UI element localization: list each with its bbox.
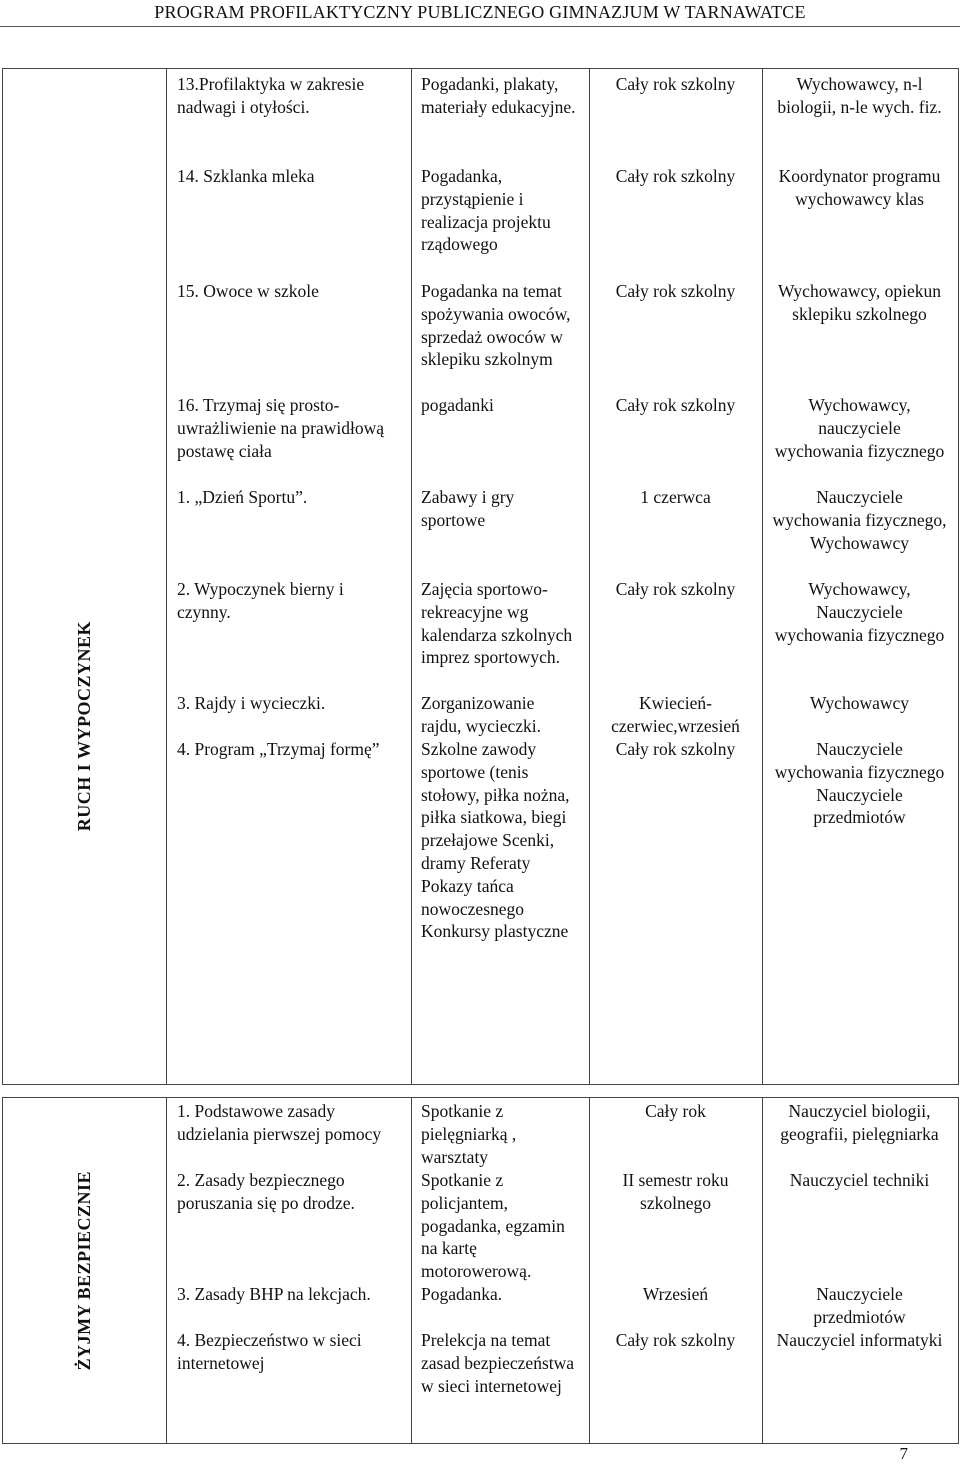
table-row	[167, 738, 957, 943]
topic-cell: 4. Bezpieczeństwo w sieci internetowej	[177, 1330, 362, 1373]
form-cell: Pogadanki, plakaty, materiały edukacyjne.	[421, 74, 576, 117]
topic-cell: 15. Owoce w szkole	[177, 281, 319, 301]
form-cell: pogadanki	[421, 395, 494, 415]
section-bezpiecznie-table	[2, 1097, 959, 1444]
form-cell: Spotkanie z pielęgniarką , warsztaty	[421, 1101, 517, 1167]
section-ruch-table	[2, 68, 959, 1085]
topic-cell: 3. Zasady BHP na lekcjach.	[177, 1284, 371, 1304]
topic-cell: 4. Program „Trzymaj formę”	[177, 739, 380, 759]
topic-cell: 2. Zasady bezpiecznego poruszania się po drodze.	[177, 1170, 355, 1213]
table-row	[167, 73, 957, 165]
topic-cell: 1. Podstawowe zasady udzielania pierwszej pomocy	[177, 1101, 382, 1144]
table-row	[167, 578, 957, 692]
topic-cell: 14. Szklanka mleka	[177, 166, 315, 186]
form-cell: Zajęcia sportowo-rekreacyjne wg kalendarza szkolnych imprez sportowych.	[421, 579, 573, 668]
responsible-cell: Nauczyciele przedmiotów	[813, 1284, 906, 1327]
table-row	[167, 1329, 957, 1397]
form-cell: Szkolne zawody sportowe (tenis stołowy, piłka nożna, piłka siatkowa, biegi przełajowe Scenki, dramy Referaty Pokazy tańca nowoczesnego Konkursy plastyczne	[421, 739, 570, 942]
responsible-cell: Nauczyciel informatyki	[776, 1330, 943, 1350]
form-cell: Prelekcja na temat zasad bezpieczeństwa w sieci internetowej	[421, 1330, 575, 1396]
responsible-cell: Nauczyciel techniki	[789, 1170, 930, 1190]
responsible-cell: Wychowawcy, Nauczyciele wychowania fizycznego	[774, 579, 945, 645]
responsible-cell: Nauczyciel biologii, geografii, pielęgniarka	[780, 1101, 939, 1144]
form-cell: Zabawy i gry sportowe	[421, 487, 515, 530]
term-cell: Kwiecień- czerwiec,wrzesień	[611, 693, 740, 736]
page-header: PROGRAM PROFILAKTYCZNY PUBLICZNEGO GIMNAZJUM W TARNAWATCE	[154, 2, 806, 22]
term-cell: Cały rok szkolny	[615, 739, 736, 759]
term-cell: Cały rok szkolny	[615, 579, 736, 599]
form-cell: Pogadanka na temat spożywania owoców, sprzedaż owoców w sklepiku szkolnym	[421, 281, 571, 370]
term-cell: II semestr roku szkolnego	[622, 1170, 729, 1213]
form-cell: Pogadanka, przystąpienie i realizacja projektu rządowego	[421, 166, 551, 255]
responsible-cell: Nauczyciele wychowania fizycznego Nauczyciele przedmiotów	[774, 739, 945, 828]
form-cell: Spotkanie z policjantem, pogadanka, egzamin na kartę motorowerową.	[421, 1170, 565, 1282]
table-row	[167, 1100, 957, 1169]
responsible-cell: Wychowawcy, n-l biologii, n-le wych. fiz.	[777, 74, 942, 117]
term-cell: Cały rok szkolny	[615, 395, 736, 415]
table-row	[167, 165, 957, 280]
table-row	[167, 394, 957, 486]
term-cell: Cały rok	[645, 1101, 706, 1121]
header-rule	[0, 26, 960, 27]
term-cell: Cały rok szkolny	[615, 74, 736, 94]
section-rows	[167, 1100, 957, 1397]
table-row	[167, 280, 957, 394]
table-row	[167, 486, 957, 578]
term-cell: Cały rok szkolny	[615, 166, 736, 186]
section-label-cell	[3, 1098, 166, 1443]
term-cell: Cały rok szkolny	[615, 281, 736, 301]
responsible-cell: Wychowawcy, nauczyciele wychowania fizycznego	[774, 395, 945, 461]
section-label: RUCH I WYPOCZYNEK	[74, 621, 94, 832]
term-cell: Cały rok szkolny	[615, 1330, 736, 1350]
term-cell: Wrzesień	[642, 1284, 709, 1304]
form-cell: Pogadanka.	[421, 1284, 503, 1304]
responsible-cell: Nauczyciele wychowania fizycznego, Wychowawcy	[772, 487, 947, 553]
responsible-cell: Koordynator programu wychowawcy klas	[778, 166, 941, 209]
table-row	[167, 1169, 957, 1283]
form-cell: Zorganizowanie rajdu, wycieczki.	[421, 693, 542, 736]
topic-cell: 3. Rajdy i wycieczki.	[177, 693, 326, 713]
page-number: 7	[899, 1444, 908, 1463]
section-rows	[167, 73, 957, 943]
term-cell: 1 czerwca	[640, 487, 711, 507]
table-row	[167, 1283, 957, 1329]
section-label-cell	[3, 69, 166, 1084]
responsible-cell: Wychowawcy	[809, 693, 910, 713]
topic-cell: 13.Profilaktyka w zakresie nadwagi i otyłości.	[177, 74, 365, 117]
topic-cell: 2. Wypoczynek bierny i czynny.	[177, 579, 344, 622]
table-row	[167, 692, 957, 738]
topic-cell: 1. „Dzień Sportu”.	[177, 487, 308, 507]
section-label: ŻYJMY BEZPIECZNIE	[74, 1170, 94, 1371]
topic-cell: 16. Trzymaj się prosto- uwrażliwienie na prawidłową postawę ciała	[177, 395, 385, 461]
responsible-cell: Wychowawcy, opiekun sklepiku szkolnego	[777, 281, 942, 324]
